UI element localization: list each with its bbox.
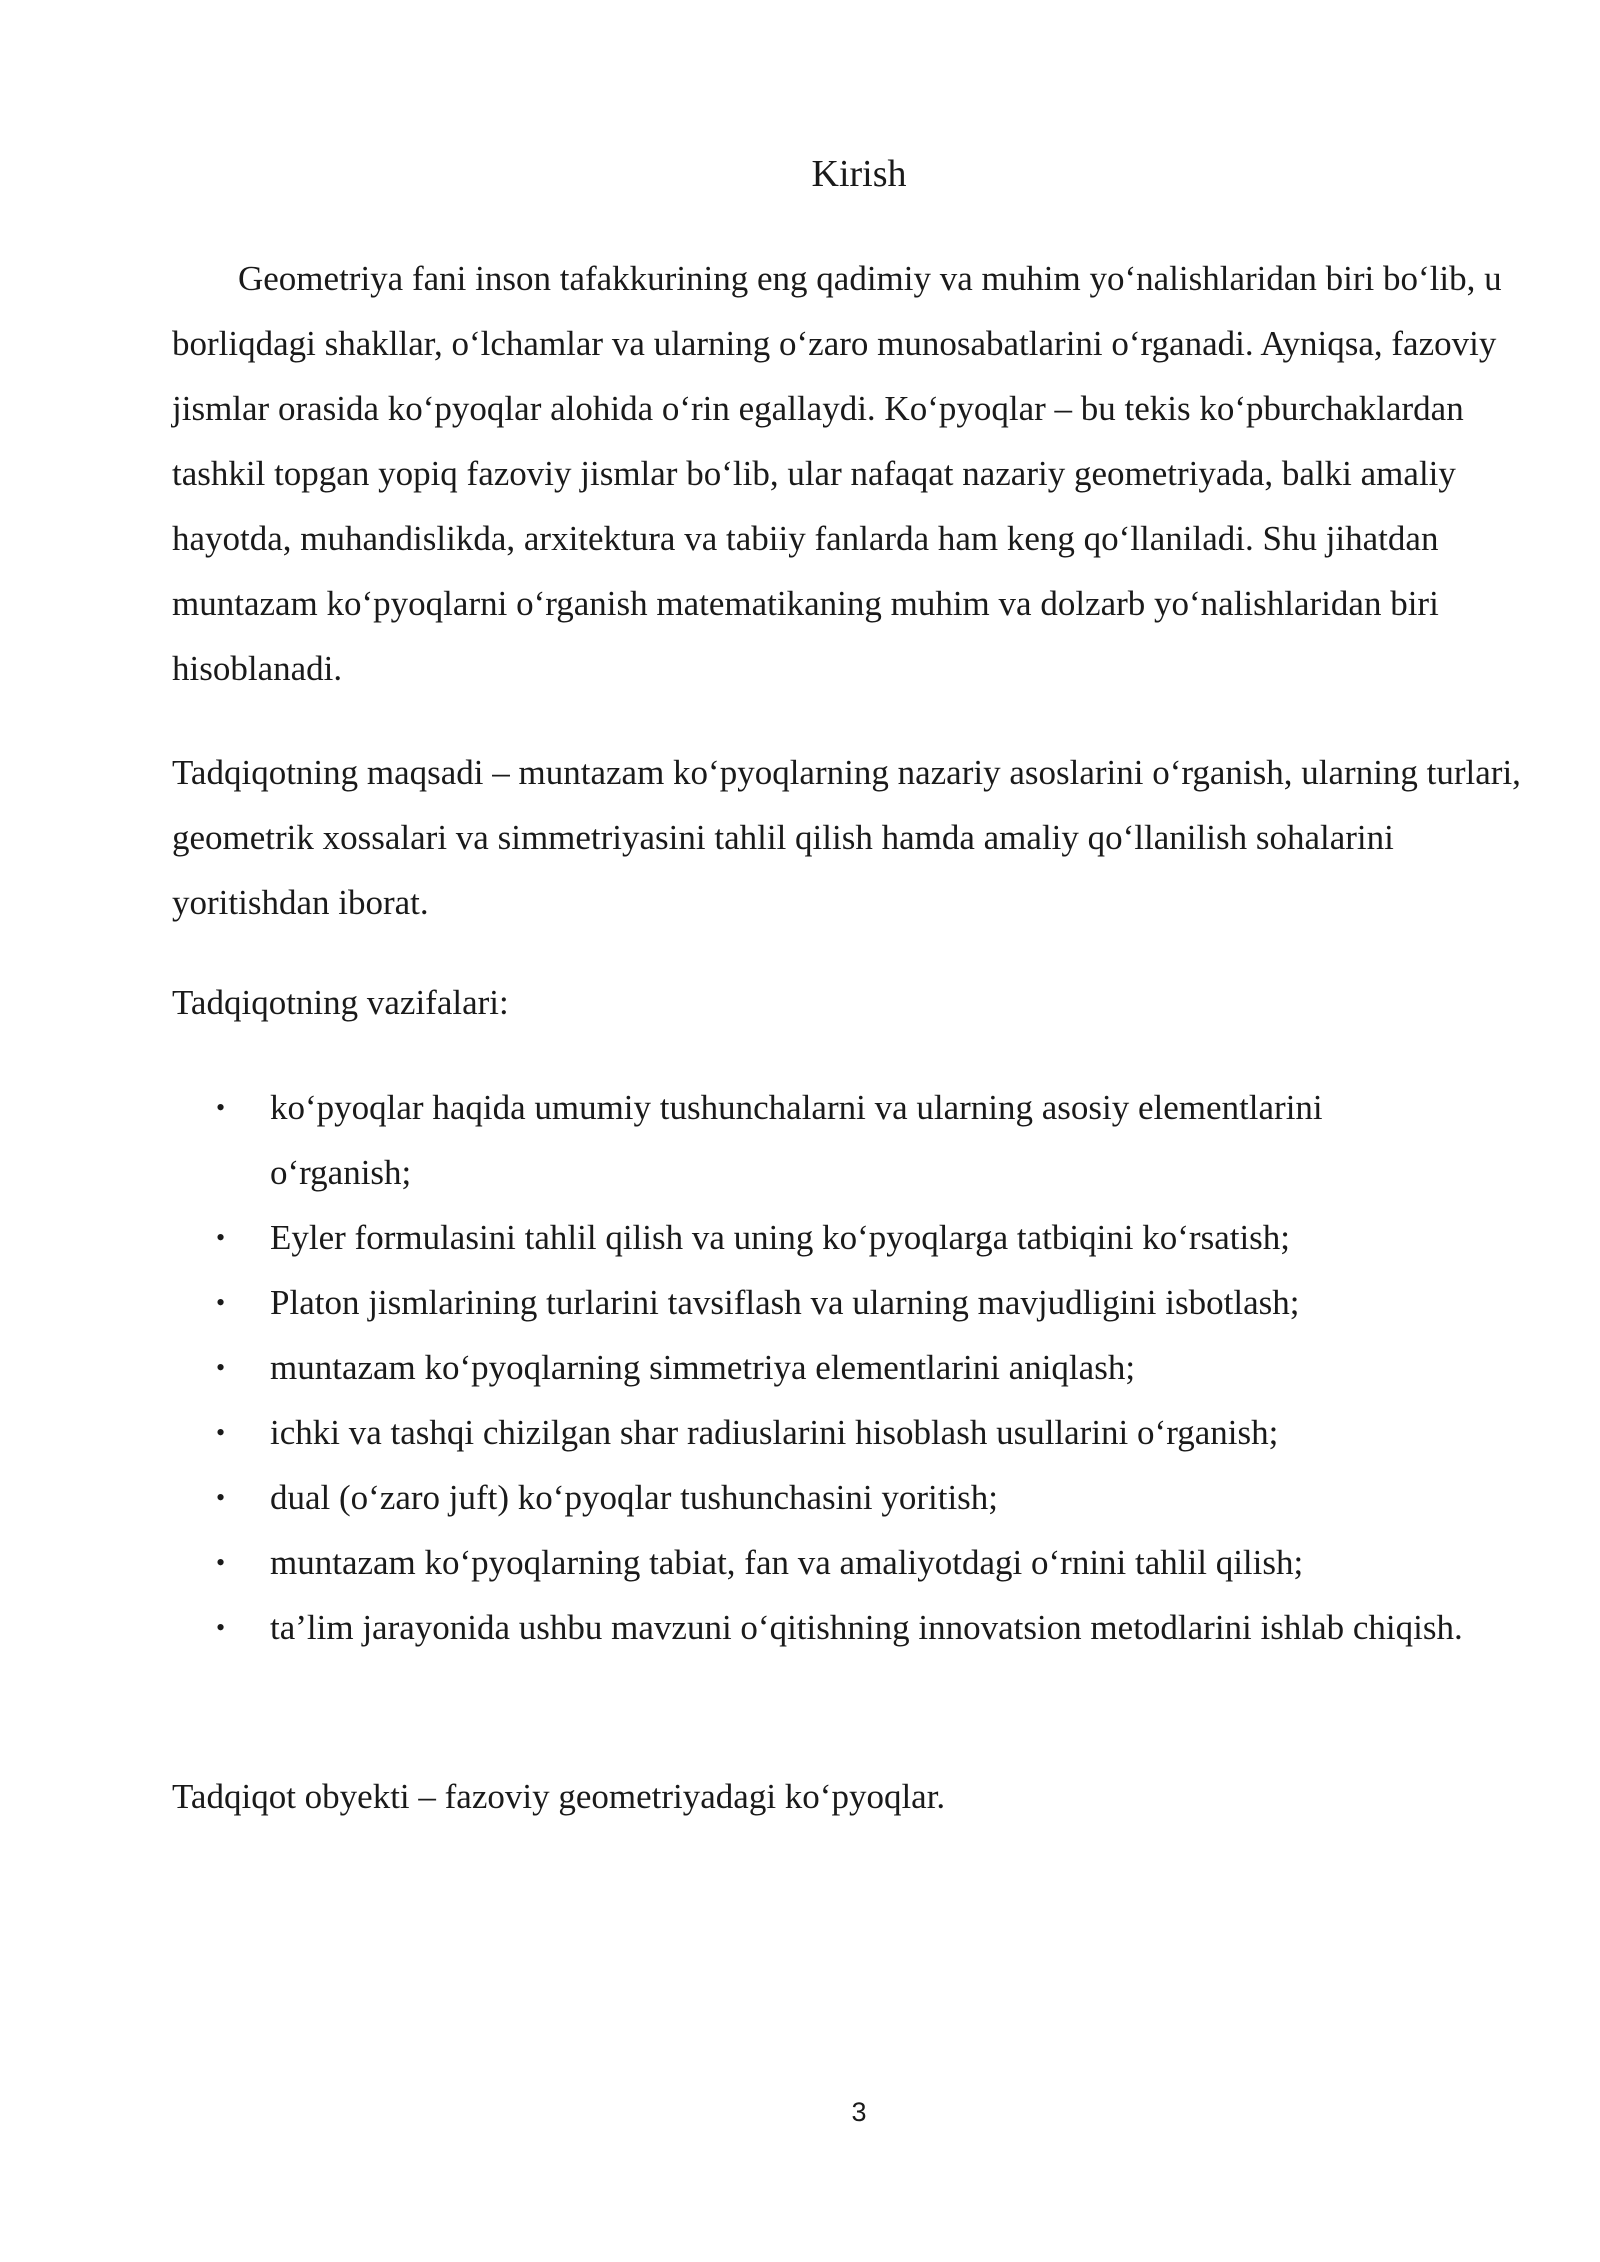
bullet-icon: • bbox=[216, 1548, 226, 1577]
page-number: 3 bbox=[851, 2097, 867, 2127]
tasks-heading: Tadqiqotning vazifalari: bbox=[172, 983, 509, 1022]
list-item bbox=[172, 1205, 1472, 1270]
list-item bbox=[172, 1075, 1472, 1205]
intro-paragraph: Geometriya fani inson tafakkurining eng qadimiy va muhim yo‘nalishlaridan biri bo‘lib, u borliqdagi shakllar, o‘lchamlar va ularning o‘zaro munosabatlarini o‘rganadi. Ayniqsa, fazoviy jismlar orasida ko‘pyoqlar alohida o‘rin egallaydi. Ko‘pyoqlar – bu tekis ko‘pburchaklardan tashkil topgan yopiq fazoviy jismlar bo‘lib, ular nafaqat nazariy geometriyada, balki amaliy hayotda, muhandislikda, arxitektura va tabiiy fanlarda ham keng qo‘llaniladi. Shu jihatdan muntazam ko‘pyoqlarni o‘rganish matematikaning muhim va dolzarb yo‘nalishlaridan biri hisoblanadi. bbox=[172, 259, 1502, 688]
bullet-icon: • bbox=[216, 1418, 226, 1447]
bullet-icon: • bbox=[216, 1483, 226, 1512]
list-item bbox=[172, 1270, 1472, 1335]
list-item-text: dual (o‘zaro juft) ko‘pyoqlar tushunchasini yoritish; bbox=[270, 1478, 999, 1517]
list-item-text: muntazam ko‘pyoqlarning tabiat, fan va amaliyotdagi o‘rnini tahlil qilish; bbox=[270, 1543, 1304, 1582]
object-paragraph: Tadqiqot obyekti – fazoviy geometriyadagi ko‘pyoqlar. bbox=[172, 1777, 946, 1816]
page-title: Kirish bbox=[811, 153, 907, 195]
list-item bbox=[172, 1335, 1472, 1400]
list-item bbox=[172, 1400, 1472, 1465]
list-item-text: Eyler formulasini tahlil qilish va uning ko‘pyoqlarga tatbiqini ko‘rsatish; bbox=[270, 1218, 1291, 1257]
list-item-text: ko‘pyoqlar haqida umumiy tushunchalarni va ularning asosiy elementlarini o‘rganish; bbox=[270, 1088, 1323, 1192]
list-item-text: ta’lim jarayonida ushbu mavzuni o‘qitishning innovatsion metodlarini ishlab chiqish. bbox=[270, 1608, 1463, 1647]
list-item-text: muntazam ko‘pyoqlarning simmetriya elementlarini aniqlash; bbox=[270, 1348, 1136, 1387]
list-item bbox=[172, 1465, 1472, 1530]
task-list bbox=[172, 1075, 1472, 1660]
goal-paragraph: Tadqiqotning maqsadi – muntazam ko‘pyoqlarning nazariy asoslarini o‘rganish, ularning turlari, geometrik xossalari va simmetriyasini tahlil qilish hamda amaliy qo‘llanilish sohalarini yoritishdan iborat. bbox=[172, 753, 1521, 922]
bullet-icon: • bbox=[216, 1613, 226, 1642]
list-item bbox=[172, 1530, 1472, 1595]
list-item-text: ichki va tashqi chizilgan shar radiuslarini hisoblash usullarini o‘rganish; bbox=[270, 1413, 1279, 1452]
list-item-text: Platon jismlarining turlarini tavsiflash va ularning mavjudligini isbotlash; bbox=[270, 1283, 1300, 1322]
bullet-icon: • bbox=[216, 1223, 226, 1252]
bullet-icon: • bbox=[216, 1288, 226, 1317]
bullet-icon: • bbox=[216, 1093, 226, 1122]
bullet-icon: • bbox=[216, 1353, 226, 1382]
list-item bbox=[172, 1595, 1472, 1660]
